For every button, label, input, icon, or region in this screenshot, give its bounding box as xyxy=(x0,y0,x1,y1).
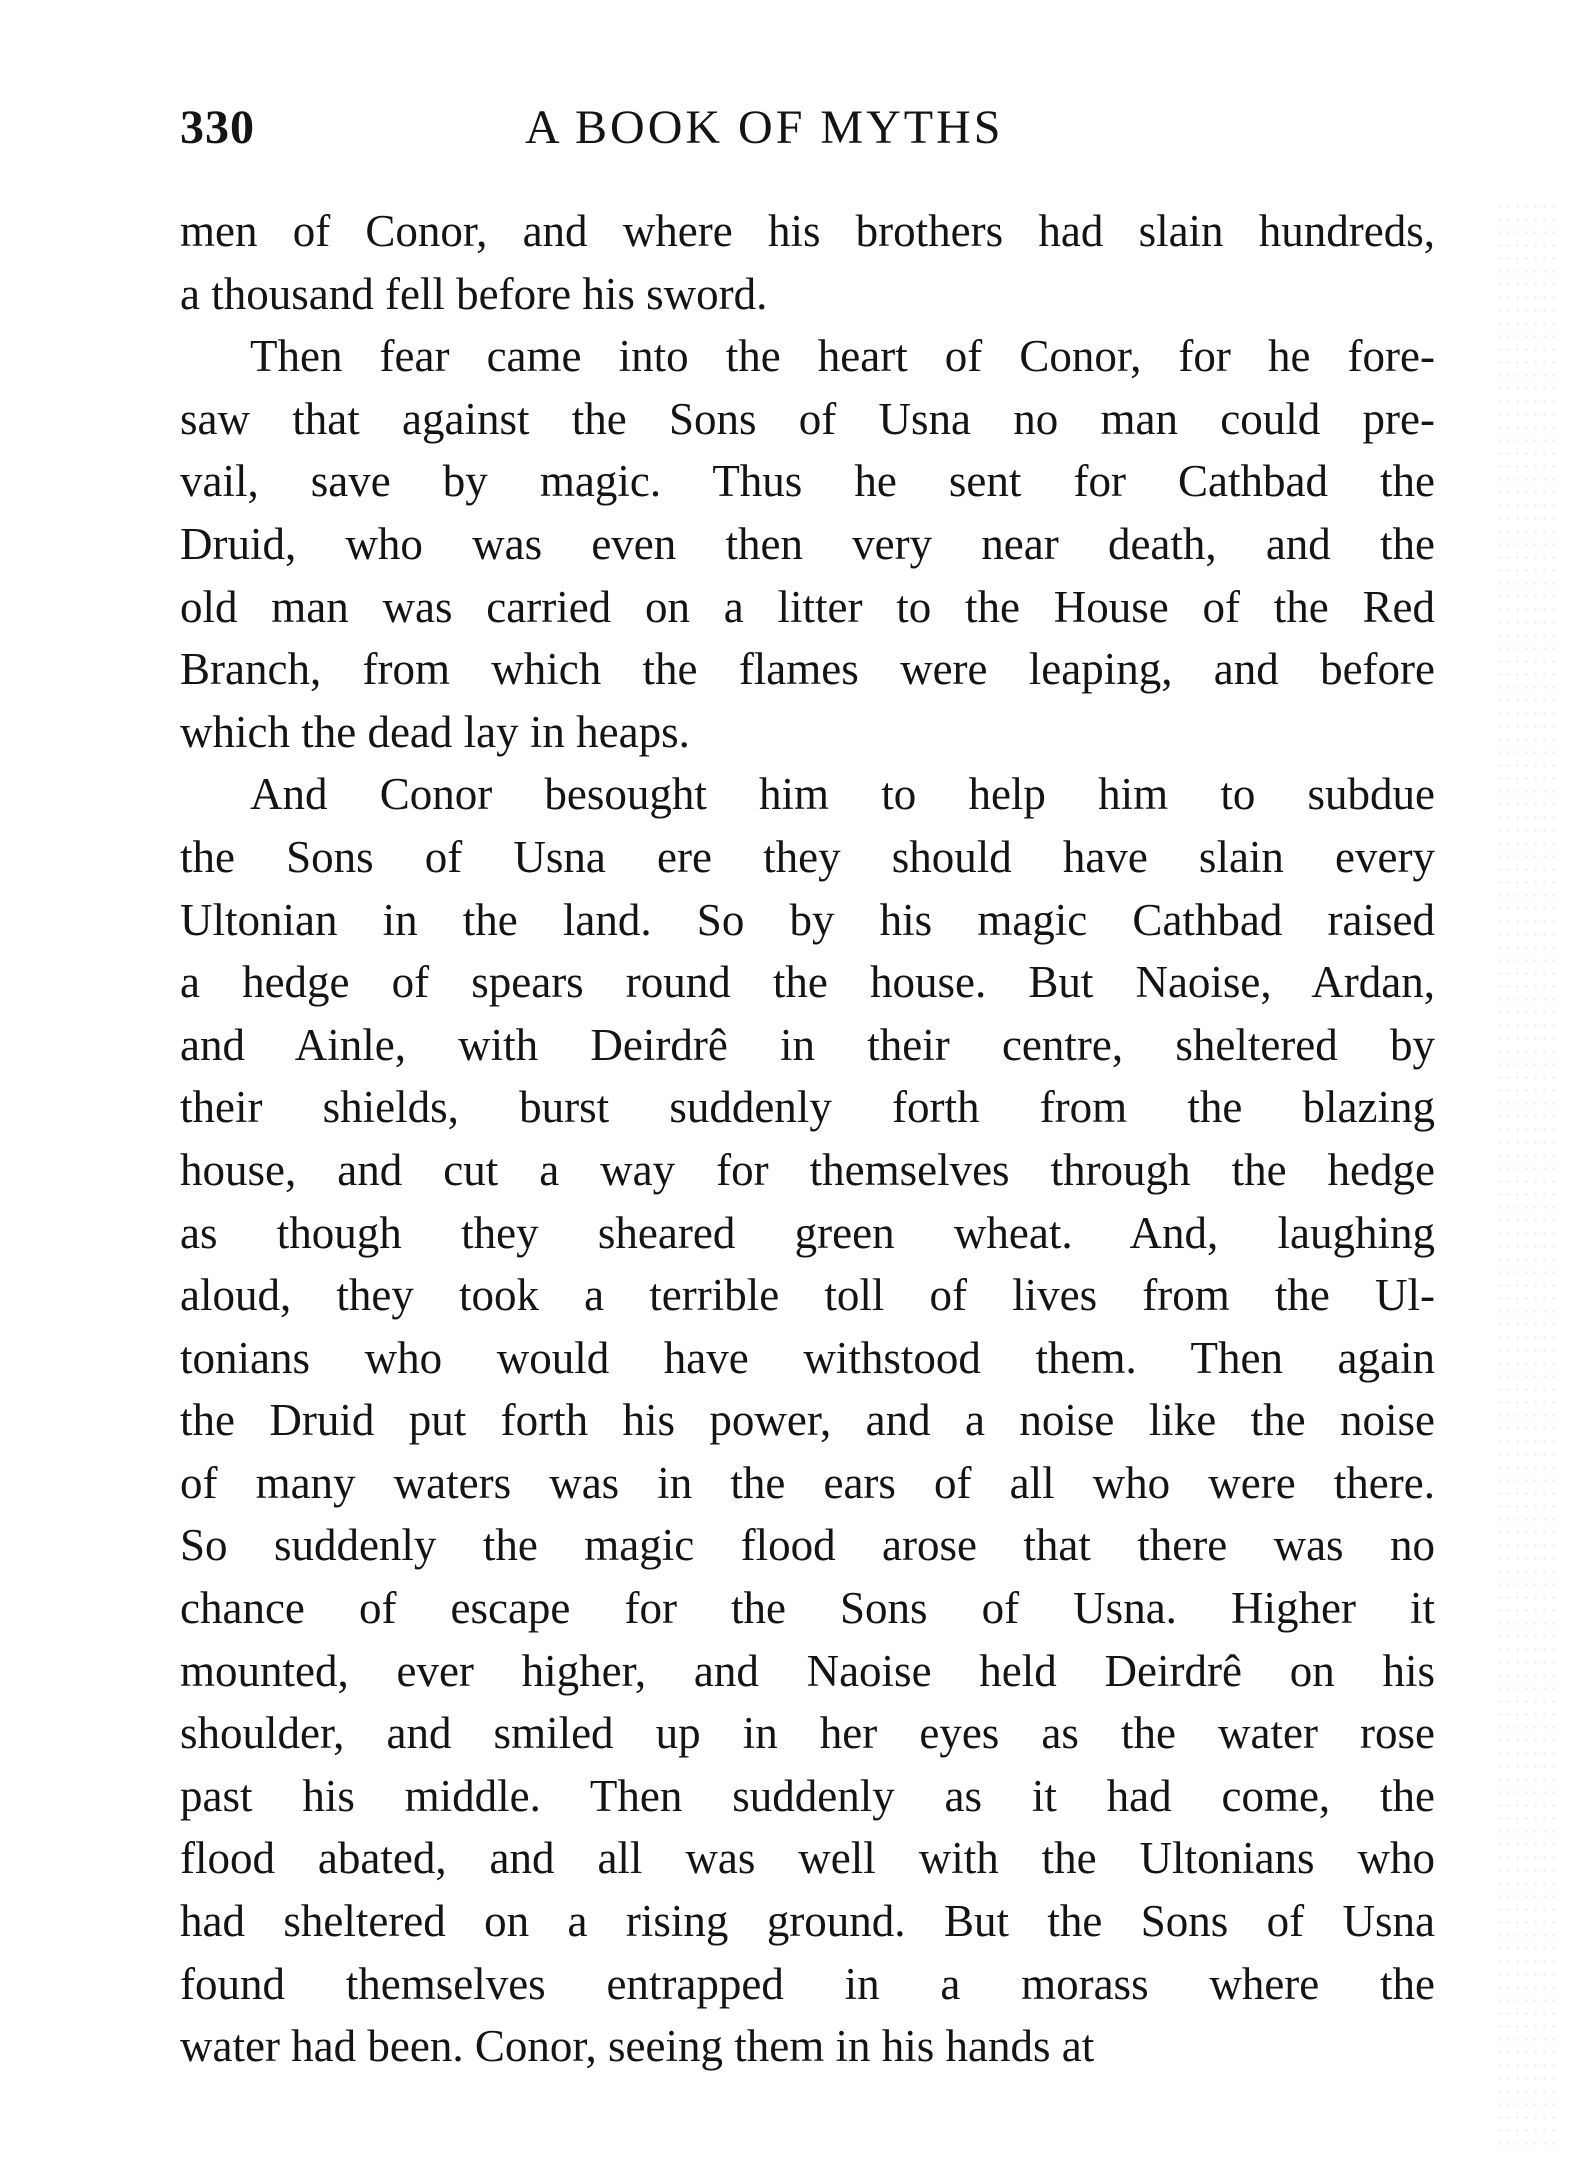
text-line: as though they sheared green wheat. And, laughing xyxy=(180,1207,1435,1258)
text-line: Ultonian in the land. So by his magic Cathbad raised xyxy=(180,894,1435,945)
text-line: vail, save by magic. Thus he sent for Cathbad the xyxy=(180,456,1435,507)
text-line: Then fear came into the heart of Conor, for he fore- xyxy=(250,331,1435,382)
page-edge-speckle xyxy=(1495,200,1555,2150)
text-line: of many waters was in the ears of all who were there. xyxy=(180,1457,1435,1508)
text-line: And Conor besought him to help him to subdue xyxy=(250,769,1435,820)
text-line: house, and cut a way for themselves through the hedge xyxy=(180,1144,1435,1195)
text-line: Branch, from which the flames were leaping, and before xyxy=(180,644,1435,695)
text-line: past his middle. Then suddenly as it had come, the xyxy=(180,1770,1435,1821)
text-line: aloud, they took a terrible toll of lives from the Ul- xyxy=(180,1270,1435,1321)
paragraph xyxy=(180,763,1435,2077)
text-line: their shields, burst suddenly forth from the blazing xyxy=(180,1082,1435,1133)
text-line: the Sons of Usna ere they should have slain every xyxy=(180,831,1435,882)
text-line: men of Conor, and where his brothers had slain hundreds, xyxy=(180,206,1435,256)
running-title: A BOOK OF MYTHS xyxy=(525,101,1004,154)
text-line: water had been. Conor, seeing them in his hands at xyxy=(180,2021,1095,2072)
page-number: 330 xyxy=(180,101,255,154)
text-line: a hedge of spears round the house. But Naoise, Ardan, xyxy=(180,957,1435,1008)
paragraph xyxy=(180,200,1435,325)
paragraph xyxy=(180,325,1435,763)
text-line: which the dead lay in heaps. xyxy=(180,706,690,757)
text-line: saw that against the Sons of Usna no man could pre- xyxy=(180,393,1435,444)
text-line: and Ainle, with Deirdrê in their centre, sheltered by xyxy=(180,1019,1435,1070)
page-header xyxy=(180,100,1430,160)
text-line: found themselves entrapped in a morass where the xyxy=(180,1958,1435,2009)
text-line: Druid, who was even then very near death, and the xyxy=(180,518,1435,569)
text-line: tonians who would have withstood them. Then again xyxy=(180,1332,1435,1383)
text-line: flood abated, and all was well with the Ultonians who xyxy=(180,1833,1435,1884)
body-text xyxy=(180,200,1435,2078)
text-line: shoulder, and smiled up in her eyes as the water rose xyxy=(180,1708,1435,1759)
text-line: chance of escape for the Sons of Usna. Higher it xyxy=(180,1583,1435,1634)
text-line: had sheltered on a rising ground. But the Sons of Usna xyxy=(180,1896,1435,1947)
text-line: a thousand fell before his sword. xyxy=(180,268,768,319)
text-line: old man was carried on a litter to the House of the Red xyxy=(180,581,1435,632)
text-line: the Druid put forth his power, and a noise like the noise xyxy=(180,1395,1435,1446)
text-line: So suddenly the magic flood arose that there was no xyxy=(180,1520,1435,1571)
text-line: mounted, ever higher, and Naoise held Deirdrê on his xyxy=(180,1645,1435,1696)
